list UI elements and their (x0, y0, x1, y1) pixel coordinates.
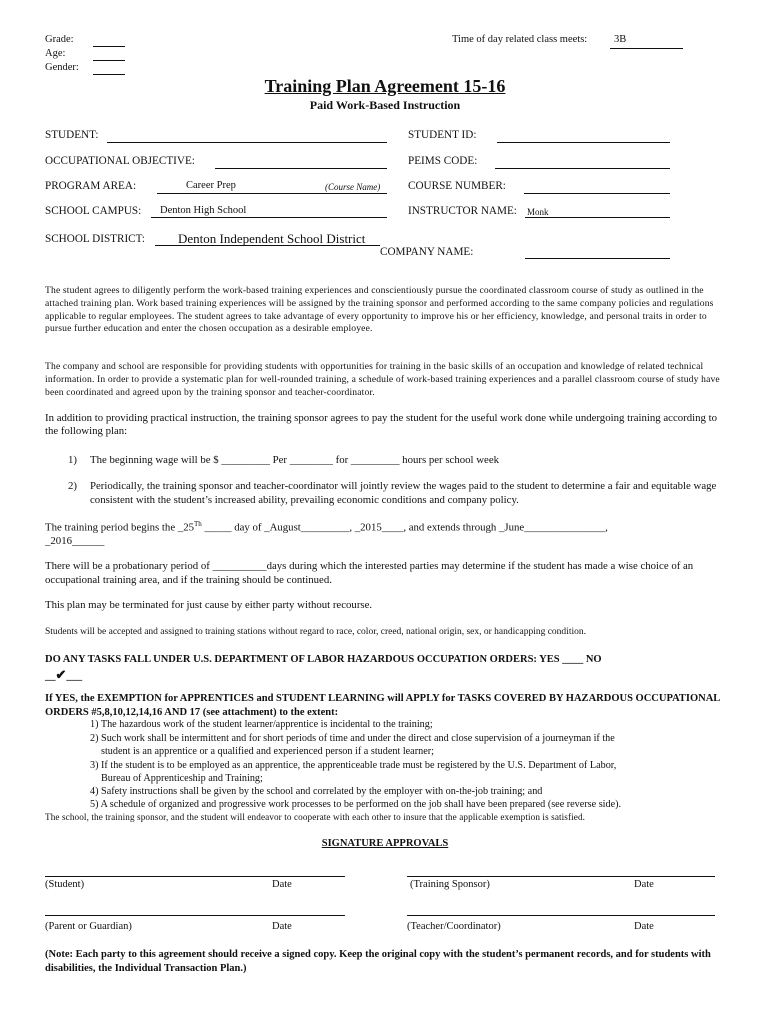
peims-code-label: PEIMS CODE: (408, 155, 478, 167)
grade-label: Grade: (45, 34, 74, 45)
hazardous-answer-prefix: __ (45, 671, 56, 682)
class-time-label: Time of day related class meets: (452, 34, 588, 45)
class-time-value: 3B (614, 34, 627, 45)
training-period-ordinal: Th (194, 520, 202, 528)
course-number-label: COURSE NUMBER: (408, 180, 506, 192)
practical-instruction-paragraph: In addition to providing practical instruction, the training sponsor agrees to pay the student for the useful work done while undergoing training according to the following plan: (45, 412, 718, 437)
company-name-label: COMPANY NAME: (380, 246, 474, 258)
page-subtitle: Paid Work-Based Instruction (309, 98, 461, 112)
company-school-paragraph: The company and school are responsible for providing students with opportunities for training in the basic skills of an occupation and knowledge of related technical information. In order to provide a systematic plan for well-rounded training, a schedule of work-based training experiences and a parallel classroom course of study have been coordinated and agreed upon by the training sponsor and teacher-coordinator. (45, 361, 720, 398)
checkmark-icon: ✔ (55, 667, 67, 682)
parent-signature-line[interactable] (45, 915, 345, 916)
exemption-item-2: 2) Such work shall be intermittent and for short periods of time and under the direct and close supervision of a journeyman if the (90, 733, 615, 744)
hazardous-question: DO ANY TASKS FALL UNDER U.S. DEPARTMENT OF LABOR HAZARDOUS OCCUPATION ORDERS: YES ____ NO (45, 654, 602, 665)
exemption-endeavor: The school, the training sponsor, and the student will endeavor to cooperate with each other to insure that the applicable exemption is satisfied. (45, 812, 586, 822)
page-title: Training Plan Agreement 15-16 (264, 76, 506, 96)
wage-review-item: Periodically, the training sponsor and teacher-coordinator will jointly review the wages paid to the student to determine a fair and equitable wage consistent with the student’s increased ability, prevailing economic conditions and company policy. (90, 480, 717, 506)
sponsor-signature-label: (Training Sponsor) (410, 879, 490, 890)
parent-signature-label: (Parent or Guardian) (45, 921, 132, 932)
student-agreement-paragraph: The student agrees to diligently perform the work-based training experiences and conscientiously pursue the coordinated classroom course of study as outlined in the attached training plan. Work based training experiences will be assigned by the training sponsor and performed according to the same company policies and regulations applicable to regular employees. The student agrees to take advantage of every opportunity to improve his or her efficiency, knowledge, and personal traits in order to pursue further education and enter the chosen occupation as a desirable employee. (45, 285, 714, 335)
sponsor-date-label: Date (634, 879, 654, 890)
occupational-objective-field[interactable] (215, 168, 387, 169)
school-district-value: Denton Independent School District (178, 231, 366, 246)
teacher-signature-line[interactable] (407, 915, 715, 916)
termination-paragraph: This plan may be terminated for just cause by either party without recourse. (45, 599, 373, 611)
course-name-hint: (Course Name) (325, 182, 381, 192)
training-period-rest: _____ day of _August_________, _2015____, and extends through _June_______________, (201, 521, 608, 534)
teacher-signature-label: (Teacher/Coordinator) (407, 921, 501, 932)
distribution-note: (Note: Each party to this agreement should receive a signed copy. Keep the original copy with the student’s permanent records, and for students with disabilities, the Individual Transaction Plan.) (45, 949, 711, 974)
peims-code-field[interactable] (495, 168, 670, 169)
student-date-label: Date (272, 879, 292, 890)
student-field[interactable] (107, 142, 387, 143)
school-district-field[interactable] (155, 245, 380, 246)
student-id-label: STUDENT ID: (408, 129, 477, 141)
school-campus-field[interactable] (151, 217, 387, 218)
course-number-field[interactable] (524, 193, 670, 194)
age-field[interactable] (93, 60, 125, 61)
nondiscrimination-paragraph: Students will be accepted and assigned to training stations without regard to race, color, creed, national origin, sex, or handicapping condition. (45, 627, 586, 637)
age-label: Age: (45, 48, 66, 59)
training-period-year: _2016______ (45, 535, 105, 547)
gender-field[interactable] (93, 74, 125, 75)
hazardous-answer-suffix: ___ (66, 671, 83, 682)
student-signature-label: (Student) (45, 879, 85, 890)
student-signature-line[interactable] (45, 876, 345, 877)
exemption-item-3: 3) If the student is to be employed as an apprentice, the apprenticeable trade must be registered by the U.S. Department of Labor, (90, 760, 617, 771)
training-period-start: The training period begins the _25 (45, 521, 195, 534)
occupational-objective-label: OCCUPATIONAL OBJECTIVE: (45, 155, 195, 167)
exemption-item-2-cont: student is an apprentice or a qualified and experienced person if a student learner; (101, 746, 434, 757)
parent-date-label: Date (272, 921, 292, 932)
school-campus-label: SCHOOL CAMPUS: (45, 205, 142, 217)
instructor-name-label: INSTRUCTOR NAME: (408, 205, 517, 217)
exemption-item-3-cont: Bureau of Apprenticeship and Training; (101, 773, 263, 784)
exemption-item-5: 5) A schedule of organized and progressive work processes to be performed on the job shall have been prepared (see reverse side). (90, 799, 622, 810)
teacher-date-label: Date (634, 921, 654, 932)
student-label: STUDENT: (45, 129, 99, 141)
wage-item: The beginning wage will be $ _________ Per ________ for _________ hours per school week (90, 454, 500, 466)
training-period-line (45, 520, 608, 534)
item-1-number: 1) (68, 454, 77, 466)
exemption-item-1: 1) The hazardous work of the student learner/apprentice is incidental to the training; (90, 719, 433, 730)
instructor-name-field[interactable] (525, 217, 670, 218)
hazardous-answer (45, 667, 82, 683)
class-time-field[interactable] (610, 48, 683, 49)
grade-field[interactable] (93, 46, 125, 47)
item-2-number: 2) (68, 480, 77, 492)
signature-heading: SIGNATURE APPROVALS (321, 838, 449, 849)
program-area-field[interactable] (157, 193, 387, 194)
company-name-field[interactable] (525, 258, 670, 259)
gender-label: Gender: (45, 62, 79, 73)
school-campus-value: Denton High School (160, 205, 247, 216)
school-district-label: SCHOOL DISTRICT: (45, 233, 146, 245)
probation-paragraph: There will be a probationary period of __________days during which the interested parties may determine if the student has made a wise choice of an occupational training area, and if the training should be continued. (45, 560, 694, 586)
instructor-name-value: Monk (527, 207, 549, 217)
student-id-field[interactable] (497, 142, 670, 143)
exemption-item-4: 4) Safety instructions shall be given by the school and correlated by the employer with on-the-job training; and (90, 786, 543, 797)
program-area-value: Career Prep (186, 180, 236, 191)
exemption-heading: If YES, the EXEMPTION for APPRENTICES and STUDENT LEARNING will APPLY for TASKS COVERED BY HAZARDOUS OCCUPATIONAL ORDERS #5,8,10,12,14,16 AND 17 (see attachment) to the extent: (45, 693, 720, 718)
sponsor-signature-line[interactable] (407, 876, 715, 877)
program-area-label: PROGRAM AREA: (45, 180, 137, 192)
